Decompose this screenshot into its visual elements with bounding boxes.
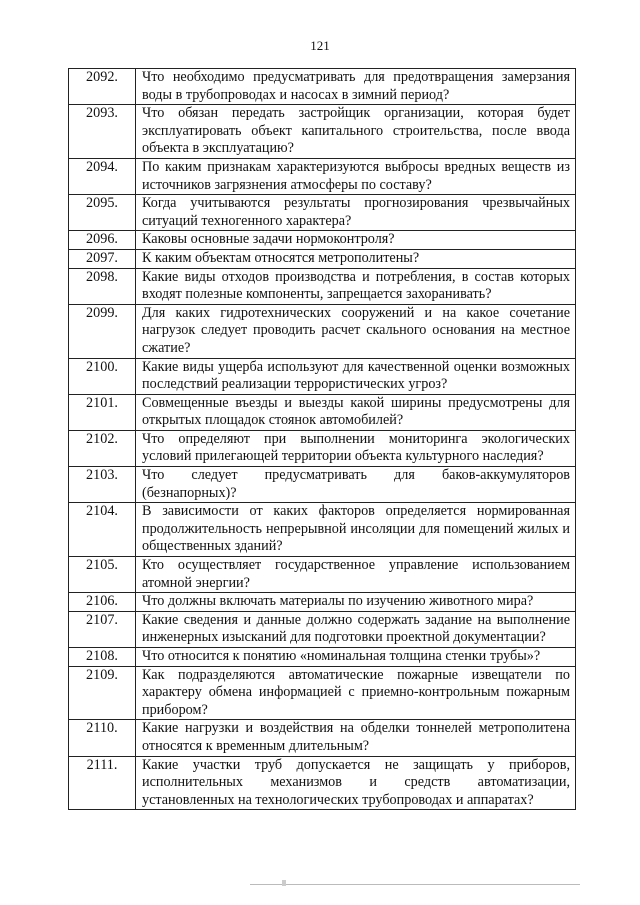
question-number: 2097. [69,249,136,268]
question-text: Что относится к понятию «номинальная толщина стенки трубы»? [136,648,576,667]
question-text: Что обязан передать застройщик организации, которая будет эксплуатировать объект капитального строительства, после ввода объекта в эксплуатацию? [136,105,576,159]
question-number: 2107. [69,611,136,647]
question-number: 2111. [69,756,136,810]
question-row [69,648,576,667]
question-number: 2098. [69,268,136,304]
question-row [69,503,576,557]
question-number: 2110. [69,720,136,756]
question-row [69,249,576,268]
question-text: Какие виды ущерба используют для качественной оценки возможных последствий реализации террористических угроз? [136,358,576,394]
scan-edge-line [250,884,580,885]
question-row [69,69,576,105]
question-text: Что определяют при выполнении мониторинга экологических условий прилегающей территории объекта культурного наследия? [136,430,576,466]
question-row [69,593,576,612]
question-row [69,557,576,593]
question-number: 2095. [69,195,136,231]
question-text: Какие нагрузки и воздействия на обделки тоннелей метрополитена относятся к временным длительным? [136,720,576,756]
question-text: Для каких гидротехнических сооружений и на какое сочетание нагрузок следует проводить расчет скального основания на местное сжатие? [136,304,576,358]
question-text: Какие виды отходов производства и потребления, в состав которых входят полезные компоненты, запрещается захоранивать? [136,268,576,304]
question-text: По каким признакам характеризуются выбросы вредных веществ из источников загрязнения атмосферы по составу? [136,158,576,194]
question-row [69,158,576,194]
question-row [69,611,576,647]
question-number: 2094. [69,158,136,194]
question-text: Как подразделяются автоматические пожарные извещатели по характеру обмена информацией с приемно-контрольным пожарным прибором? [136,666,576,720]
question-number: 2100. [69,358,136,394]
question-text: К каким объектам относятся метрополитены? [136,249,576,268]
question-number: 2101. [69,394,136,430]
question-text: Какие участки труб допускается не защищать у приборов, исполнительных механизмов и средств автоматизации, установленных на технологических трубопроводах и аппаратах? [136,756,576,810]
question-row [69,105,576,159]
question-text: Совмещенные въезды и выезды какой ширины предусмотрены для открытых площадок стоянок автомобилей? [136,394,576,430]
scan-edge-mark [282,880,286,886]
question-text: В зависимости от каких факторов определяется нормированная продолжительность непрерывной инсоляции для помещений жилых и общественных зданий? [136,503,576,557]
question-number: 2093. [69,105,136,159]
page-number: 121 [310,38,330,53]
question-number: 2104. [69,503,136,557]
question-number: 2092. [69,69,136,105]
question-number: 2103. [69,467,136,503]
question-row [69,666,576,720]
question-text: Что следует предусматривать для баков-аккумуляторов (безнапорных)? [136,467,576,503]
question-text: Каковы основные задачи нормоконтроля? [136,231,576,250]
question-number: 2109. [69,666,136,720]
question-number: 2105. [69,557,136,593]
question-number: 2108. [69,648,136,667]
question-row [69,358,576,394]
question-text: Что должны включать материалы по изучению животного мира? [136,593,576,612]
question-number: 2099. [69,304,136,358]
questions-table [68,68,576,810]
question-row [69,467,576,503]
question-number: 2096. [69,231,136,250]
question-row [69,195,576,231]
question-row [69,268,576,304]
questions-table-body [69,69,576,810]
question-text: Что необходимо предусматривать для предотвращения замерзания воды в трубопроводах и насосах в зимний период? [136,69,576,105]
question-text: Какие сведения и данные должно содержать задание на выполнение инженерных изысканий для подготовки проектной документации? [136,611,576,647]
question-row [69,720,576,756]
question-row [69,430,576,466]
question-text: Когда учитываются результаты прогнозирования чрезвычайных ситуаций техногенного характера? [136,195,576,231]
question-row [69,394,576,430]
question-row [69,231,576,250]
question-number: 2102. [69,430,136,466]
question-row [69,756,576,810]
question-number: 2106. [69,593,136,612]
question-text: Кто осуществляет государственное управление использованием атомной энергии? [136,557,576,593]
question-row [69,304,576,358]
